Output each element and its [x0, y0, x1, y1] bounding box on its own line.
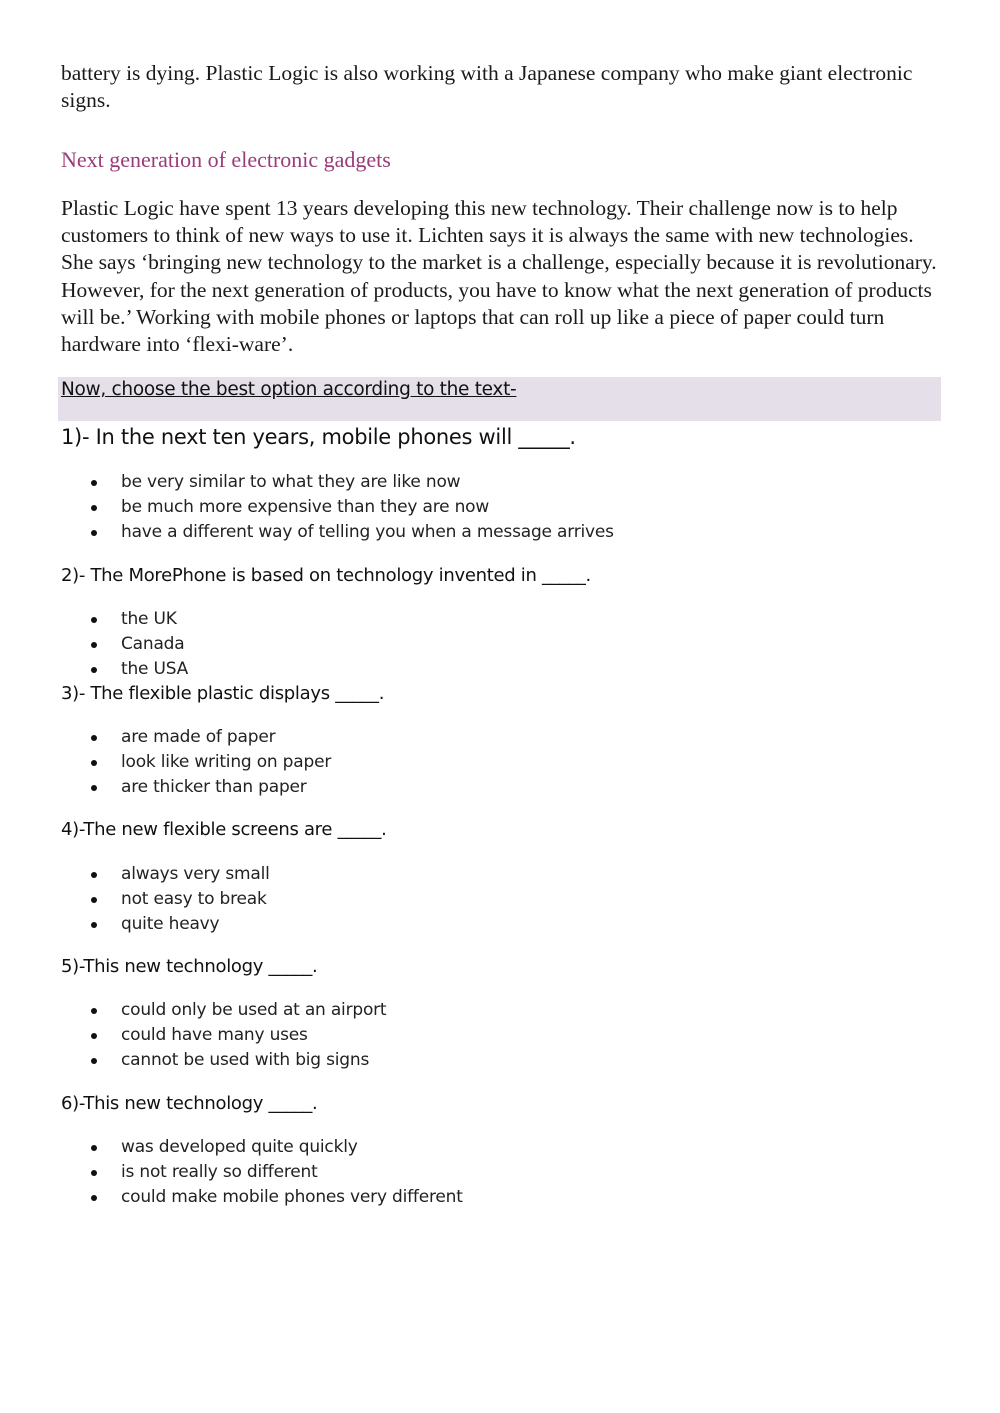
question-4-options: [88, 862, 270, 937]
bullet-icon: [91, 735, 97, 741]
bullet-icon: [91, 642, 97, 648]
option[interactable]: [88, 750, 331, 775]
intro-paragraph: battery is dying. Plastic Logic is also working with a Japanese company who make giant electronic signs.: [61, 61, 913, 113]
option[interactable]: [88, 1185, 463, 1210]
bullet-icon: [91, 530, 97, 536]
option-label: Canada: [121, 634, 185, 654]
option[interactable]: [88, 607, 188, 632]
bullet-icon: [91, 760, 97, 766]
option[interactable]: [88, 887, 270, 912]
bullet-icon: [91, 505, 97, 511]
bullet-icon: [91, 617, 97, 623]
option-label: is not really so different: [121, 1162, 318, 1182]
question-5: 5)-This new technology _____.: [61, 956, 318, 977]
option-label: look like writing on paper: [121, 752, 332, 772]
option-label: cannot be used with big signs: [121, 1050, 370, 1070]
option-label: always very small: [121, 864, 270, 884]
bullet-icon: [91, 667, 97, 673]
question-2: 2)- The MorePhone is based on technology invented in _____.: [61, 565, 591, 586]
option[interactable]: [88, 775, 331, 800]
bullet-icon: [91, 897, 97, 903]
option-label: not easy to break: [121, 889, 267, 909]
bullet-icon: [91, 1008, 97, 1014]
option[interactable]: [88, 470, 614, 495]
option[interactable]: [88, 657, 188, 682]
option[interactable]: [88, 1048, 386, 1073]
bullet-icon: [91, 872, 97, 878]
option[interactable]: [88, 632, 188, 657]
question-3-options: [88, 725, 331, 800]
option-label: are made of paper: [121, 727, 276, 747]
option[interactable]: [88, 1160, 463, 1185]
option-label: be much more expensive than they are now: [121, 497, 490, 517]
section-heading: Next generation of electronic gadgets: [61, 147, 391, 172]
option-label: the UK: [121, 609, 177, 629]
bullet-icon: [91, 480, 97, 486]
option[interactable]: [88, 998, 386, 1023]
option-label: could make mobile phones very different: [121, 1187, 463, 1207]
option-label: could only be used at an airport: [121, 1000, 387, 1020]
question-1: 1)- In the next ten years, mobile phones will _____.: [61, 425, 576, 449]
question-3: 3)- The flexible plastic displays _____.: [61, 683, 385, 704]
option-label: could have many uses: [121, 1025, 308, 1045]
option-label: have a different way of telling you when a message arrives: [121, 522, 614, 542]
question-5-options: [88, 998, 386, 1073]
instruction-text: Now, choose the best option according to the text-: [61, 379, 517, 400]
question-1-options: [88, 470, 614, 545]
bullet-icon: [91, 785, 97, 791]
option-label: be very similar to what they are like now: [121, 472, 461, 492]
option-label: are thicker than paper: [121, 777, 307, 797]
option[interactable]: [88, 520, 614, 545]
bullet-icon: [91, 1195, 97, 1201]
option-label: the USA: [121, 659, 189, 679]
question-4: 4)-The new flexible screens are _____.: [61, 819, 387, 840]
body-paragraph: Plastic Logic have spent 13 years developing this new technology. Their challenge now is to help customers to think of new ways to use it. Lichten says it is always the same with new technologies. She says ‘bringing new technology to the market is a challenge, especially because it is revolutionary. However, for the next generation of products, you have to know what the next generation of products will be.’ Working with mobile phones or laptops that can roll up like a piece of paper could turn hardware into ‘flexi-ware’.: [61, 196, 937, 357]
option[interactable]: [88, 1135, 463, 1160]
bullet-icon: [91, 1170, 97, 1176]
option[interactable]: [88, 725, 331, 750]
option[interactable]: [88, 912, 270, 937]
question-6: 6)-This new technology _____.: [61, 1093, 318, 1114]
option[interactable]: [88, 862, 270, 887]
option[interactable]: [88, 1023, 386, 1048]
question-6-options: [88, 1135, 463, 1210]
bullet-icon: [91, 1058, 97, 1064]
bullet-icon: [91, 1145, 97, 1151]
option-label: was developed quite quickly: [121, 1137, 358, 1157]
question-2-options: [88, 607, 188, 682]
bullet-icon: [91, 1033, 97, 1039]
option-label: quite heavy: [121, 914, 220, 934]
option[interactable]: [88, 495, 614, 520]
bullet-icon: [91, 922, 97, 928]
